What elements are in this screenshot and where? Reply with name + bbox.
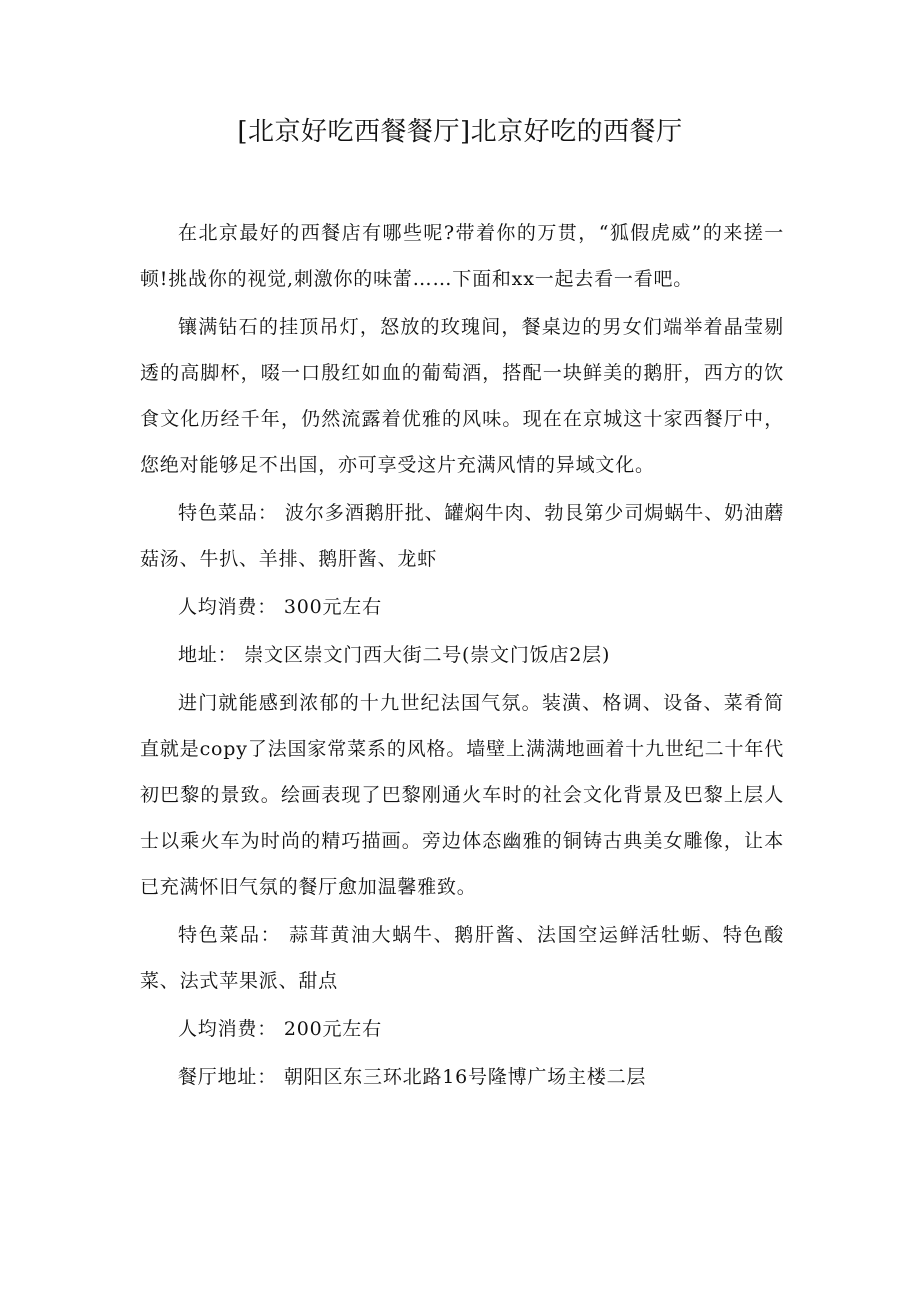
paragraph-featured-dishes-2: 特色菜品： 蒜茸黄油大蜗牛、鹅肝酱、法国空运鲜活牡蛎、特色酸菜、法式苹果派、甜点 <box>140 924 784 992</box>
paragraph-intro: 在北京最好的西餐店有哪些呢?带着你的万贯，“狐假虎威”的来搓一顿!挑战你的视觉,刺激你的味蕾……下面和xx一起去看一看吧。 <box>140 222 784 290</box>
paragraph-description: 镶满钻石的挂顶吊灯，怒放的玫瑰间，餐桌边的男女们端举着晶莹剔透的高脚杯，啜一口殷红如血的葡萄酒，搭配一块鲜美的鹅肝，西方的饮食文化历经千年，仍然流露着优雅的风味。现在在京城这十家西餐厅中，您绝对能够足不出国，亦可享受这片充满风情的异域文化。 <box>140 316 784 476</box>
paragraph-restaurant-description: 进门就能感到浓郁的十九世纪法国气氛。装潢、格调、设备、菜肴简直就是copy了法国家常菜系的风格。墙壁上满满地画着十九世纪二十年代初巴黎的景致。绘画表现了巴黎刚通火车时的社会文化背景及巴黎上层人士以乘火车为时尚的精巧描画。旁边体态幽雅的铜铸古典美女雕像，让本已充满怀旧气氛的餐厅愈加温馨雅致。 <box>140 692 784 898</box>
paragraph-price-1: 人均消费： 300元左右 <box>178 596 382 618</box>
paragraph-address-1: 地址： 崇文区崇文门西大街二号(崇文门饭店2层) <box>178 644 611 666</box>
document-title: [北京好吃西餐餐厅]北京好吃的西餐厅 <box>237 117 683 147</box>
paragraph-price-2: 人均消费： 200元左右 <box>178 1018 382 1040</box>
document-body <box>140 210 784 1102</box>
paragraph-address-2: 餐厅地址： 朝阳区东三环北路16号隆博广场主楼二层 <box>178 1066 647 1088</box>
paragraph-featured-dishes-1: 特色菜品： 波尔多酒鹅肝批、罐焖牛肉、勃艮第少司焗蜗牛、奶油蘑菇汤、牛扒、羊排、鹅肝酱、龙虾 <box>140 502 784 570</box>
